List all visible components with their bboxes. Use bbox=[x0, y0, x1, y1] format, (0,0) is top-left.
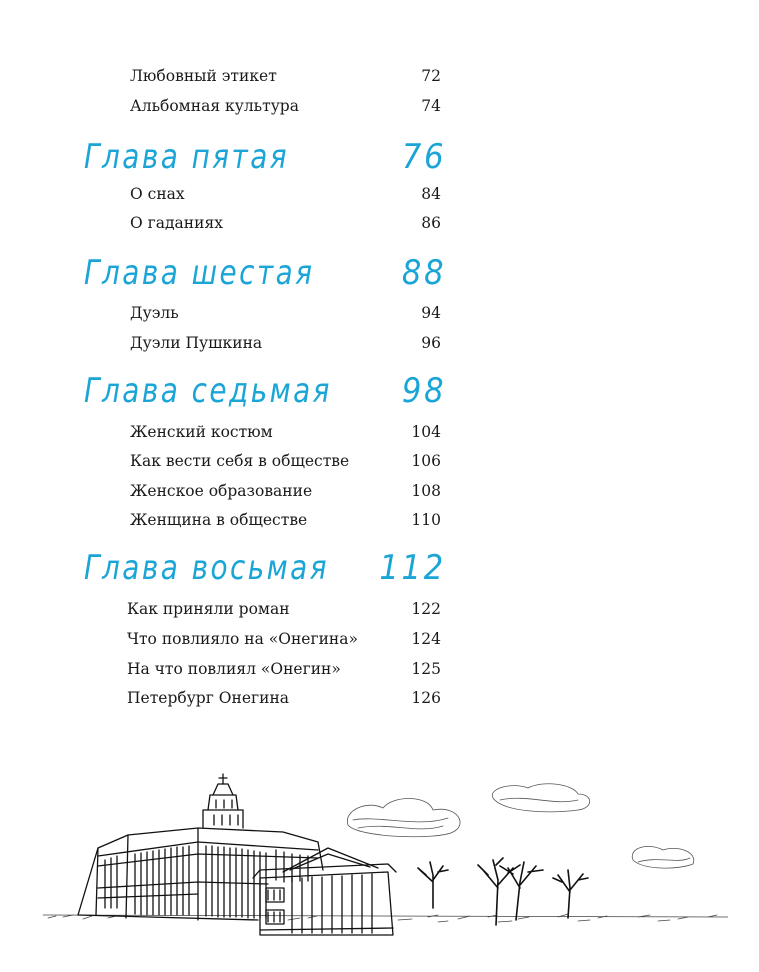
chapter-heading[interactable] bbox=[84, 545, 446, 591]
toc-entry-page: 104 bbox=[411, 423, 441, 441]
toc-entry-title: О гаданиях bbox=[130, 214, 223, 232]
toc-entry-title: Петербург Онегина bbox=[127, 689, 290, 707]
toc-entry[interactable] bbox=[127, 686, 441, 710]
toc-entry-page: 110 bbox=[411, 511, 441, 529]
chapter-title: Глава пятая bbox=[84, 137, 289, 177]
toc-entry[interactable] bbox=[127, 597, 441, 621]
palace-building bbox=[78, 774, 323, 920]
chapter-title: Глава седьмая bbox=[84, 371, 332, 411]
toc-entry[interactable] bbox=[130, 182, 441, 206]
toc-entry-title: Любовный этикет bbox=[130, 67, 277, 85]
toc-entry[interactable] bbox=[130, 211, 441, 235]
toc-entry-title: Женский костюм bbox=[130, 423, 273, 441]
ground-hatching bbox=[43, 914, 728, 922]
toc-entry[interactable] bbox=[130, 301, 441, 325]
toc-entry-page: 94 bbox=[421, 304, 441, 322]
toc-entry[interactable] bbox=[127, 627, 441, 651]
toc-entry-title: Женщина в обществе bbox=[130, 511, 308, 529]
toc-entry-title: Как вести себя в обществе bbox=[130, 452, 350, 470]
toc-entry[interactable] bbox=[130, 479, 441, 503]
chapter-title: Глава восьмая bbox=[84, 548, 329, 588]
toc-entry-title: Женское образование bbox=[130, 482, 313, 500]
classical-building bbox=[253, 848, 396, 935]
toc-entry-title: Дуэль bbox=[130, 304, 179, 322]
toc-entry-page: 72 bbox=[421, 67, 441, 85]
toc-entry[interactable] bbox=[130, 449, 441, 473]
toc-entry-page: 106 bbox=[411, 452, 441, 470]
chapter-heading[interactable] bbox=[84, 250, 446, 296]
bare-trees bbox=[418, 858, 588, 925]
chapter-page: 76 bbox=[401, 137, 446, 177]
st-petersburg-sketch-illustration bbox=[38, 770, 728, 960]
toc-entry-page: 74 bbox=[421, 97, 441, 115]
toc-entry[interactable] bbox=[127, 657, 441, 681]
toc-entry[interactable] bbox=[130, 508, 441, 532]
chapter-page: 98 bbox=[401, 371, 446, 411]
toc-entry-page: 122 bbox=[411, 600, 441, 618]
toc-entry-title: Дуэли Пушкина bbox=[130, 334, 263, 352]
toc-entry-page: 124 bbox=[411, 630, 441, 648]
toc-entry[interactable] bbox=[130, 331, 441, 355]
toc-entry-page: 84 bbox=[421, 185, 441, 203]
toc-entry-page: 108 bbox=[411, 482, 441, 500]
chapter-heading[interactable] bbox=[84, 368, 446, 414]
toc-entry-page: 86 bbox=[421, 214, 441, 232]
toc-entry-title: На что повлиял «Онегин» bbox=[127, 660, 341, 678]
clouds bbox=[347, 784, 693, 868]
toc-entry-page: 125 bbox=[411, 660, 441, 678]
toc-entry[interactable] bbox=[130, 64, 441, 88]
toc-entry-page: 126 bbox=[411, 689, 441, 707]
chapter-page: 88 bbox=[401, 253, 446, 293]
toc-entry-title: Альбомная культура bbox=[130, 97, 299, 115]
chapter-heading[interactable] bbox=[84, 134, 446, 180]
chapter-title: Глава шестая bbox=[84, 253, 315, 293]
toc-entry-title: Как приняли роман bbox=[127, 600, 290, 618]
toc-entry-page: 96 bbox=[421, 334, 441, 352]
toc-entry-title: О снах bbox=[130, 185, 185, 203]
toc-entry[interactable] bbox=[130, 420, 441, 444]
toc-entry-title: Что повлияло на «Онегина» bbox=[127, 630, 358, 648]
chapter-page: 112 bbox=[379, 548, 446, 588]
toc-entry[interactable] bbox=[130, 94, 441, 118]
